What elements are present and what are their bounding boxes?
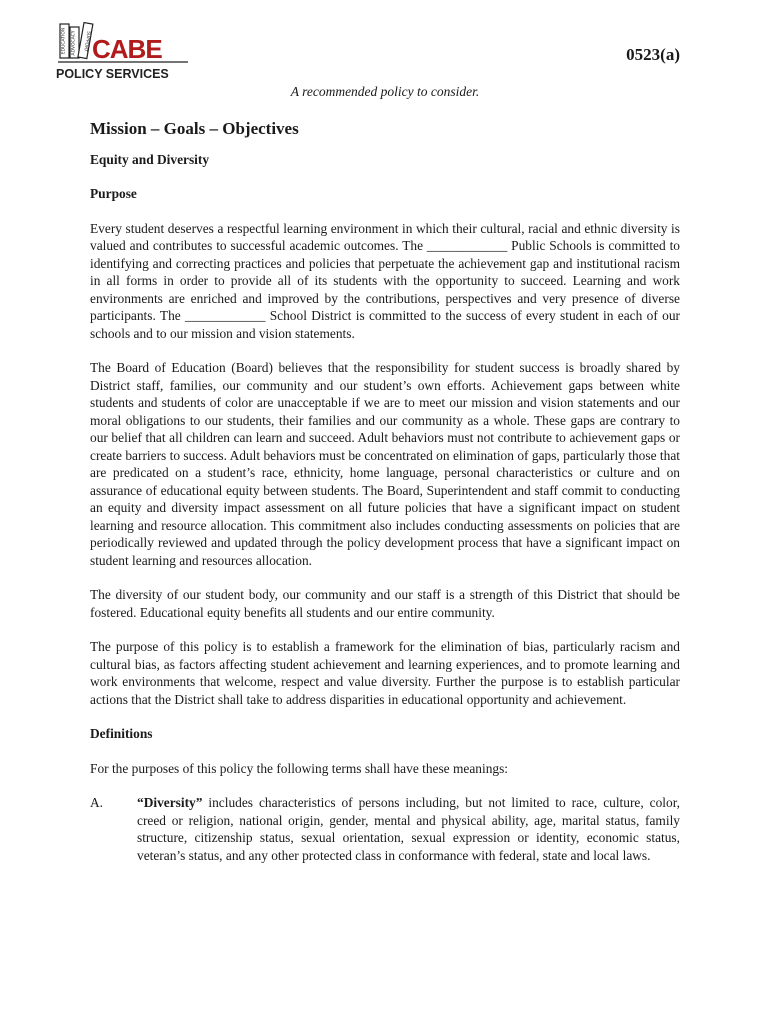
definitions-intro: For the purposes of this policy the following terms shall have these meanings: — [90, 760, 509, 776]
paragraph: The Board of Education (Board) believes that the responsibility for student success is broadly shared by District staff, families, our community and our student’s own efforts. Achievement gaps between white students and students of color are unacceptable if we are to meet our mission and vision statements and our moral obligations to our students, their families and our community as a whole. These gaps are contrary to our belief that all children can learn and succeed. Adult behaviors must not contribute to achievement gaps or create barriers to success. Adult behaviors must be concentrated on elimination of gaps, particularly those that are predicated on a student’s race, ethnicity, home language, personal characteristics or culture and on assurance of educational equity between students. The Board, Superintendent and staff commit to conducting an equity and diversity impact assessment on all future policies that have a significant impact on student learning and resource allocation. This commitment also includes conducting assessments on policies that are periodically reviewed and updated through the policy development process that have a significant impact on student learning and resources allocation. — [90, 360, 680, 568]
definition-letter: A. — [90, 795, 104, 810]
subtitle: A recommended policy to consider. — [290, 84, 480, 99]
definitions-heading: Definitions — [90, 726, 153, 741]
document-title: Mission – Goals – Objectives — [90, 119, 299, 138]
paragraph: The purpose of this policy is to establish a framework for the elimination of bias, particularly racism and cultural bias, as factors affecting student achievement and learning experiences, and to promote learning and work environments that welcome, respect and value diversity. Further the purpose is to establish particular actions that the District shall take to address disparities in educational opportunity and achievement. — [90, 639, 680, 707]
paragraph: Every student deserves a respectful learning environment in which their cultural, racial and ethnic diversity is valued and contributes to successful academic outcomes. The ____________ Public Schools is committed to identifying and correcting practices and policies that perpetuate the achievement gap and institutional racism in all forms in order to provide all of its students with the opportunity to succeed. Learning and work environments are enriched and improved by the contributions, perspectives and very presence of diverse participants. The ____________ School District is committed to the success of every student in each of our schools and to our mission and vision statements. — [90, 220, 680, 341]
logo-wordmark: CABE — [92, 34, 162, 64]
definition-text: includes characteristics of persons including, but not limited to race, culture, color, creed or religion, national origin, gender, mental and physical ability, age, marital status, family structure, citizenship status, sexual orientation, sexual expression or identity, economic status, veteran’s status, and any other protected class in conformance with federal, state and local laws. — [137, 795, 680, 863]
logo-book-support: SUPPORT — [82, 30, 91, 52]
section-heading: Equity and Diversity — [90, 151, 210, 167]
definition-item — [90, 794, 680, 864]
cabe-logo-graphic — [54, 20, 194, 86]
definition-term: “Diversity” — [137, 795, 203, 810]
document-body — [90, 120, 680, 864]
policy-number: 0523(a) — [626, 45, 680, 64]
paragraph: The diversity of our student body, our community and our staff is a strength of this District that should be fostered. Educational equity benefits all students and our entire community. — [90, 587, 680, 620]
logo-book-education: EDUCATION — [61, 27, 67, 55]
logo-book-advocacy: ADVOCACY — [71, 30, 77, 56]
cabe-logo — [54, 20, 194, 86]
definition-text-block — [137, 794, 680, 864]
logo-policy-services: POLICY SERVICES — [56, 67, 169, 81]
purpose-heading: Purpose — [90, 186, 137, 201]
